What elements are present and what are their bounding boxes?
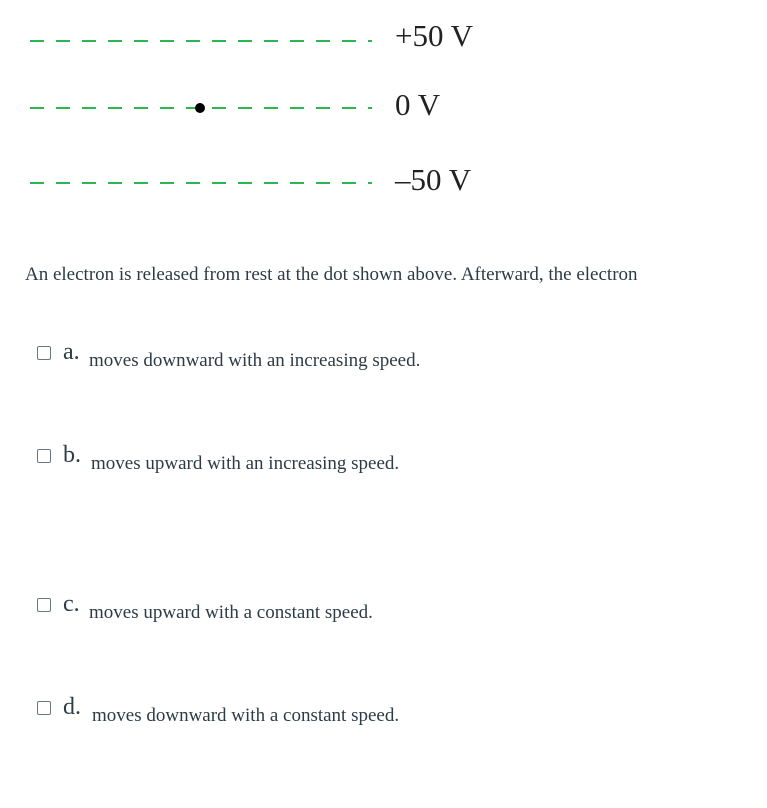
option-a-checkbox[interactable]: [37, 346, 51, 360]
option-a-letter: a.: [63, 339, 80, 365]
option-a-text: moves downward with an increasing speed.: [89, 350, 421, 371]
option-c-checkbox[interactable]: [37, 598, 51, 612]
option-c-letter: c.: [63, 591, 80, 617]
electron-dot: [195, 103, 205, 113]
option-b-text: moves upward with an increasing speed.: [91, 453, 400, 474]
equipotential-diagram: [0, 0, 767, 210]
option-b-letter: b.: [63, 442, 81, 468]
option-d-text: moves downward with a constant speed.: [92, 705, 400, 726]
option-d-letter: d.: [63, 694, 81, 720]
option-c-text: moves upward with a constant speed.: [89, 602, 373, 623]
equipotential-label-zero: 0 V: [395, 87, 441, 122]
option-b-checkbox[interactable]: [37, 449, 51, 463]
equipotential-label-plus-50: +50 V: [395, 18, 474, 53]
equipotential-label-minus-50: –50 V: [395, 162, 472, 197]
question-prompt: An electron is released from rest at the dot shown above. Afterward, the electron: [25, 264, 638, 285]
option-d-checkbox[interactable]: [37, 701, 51, 715]
